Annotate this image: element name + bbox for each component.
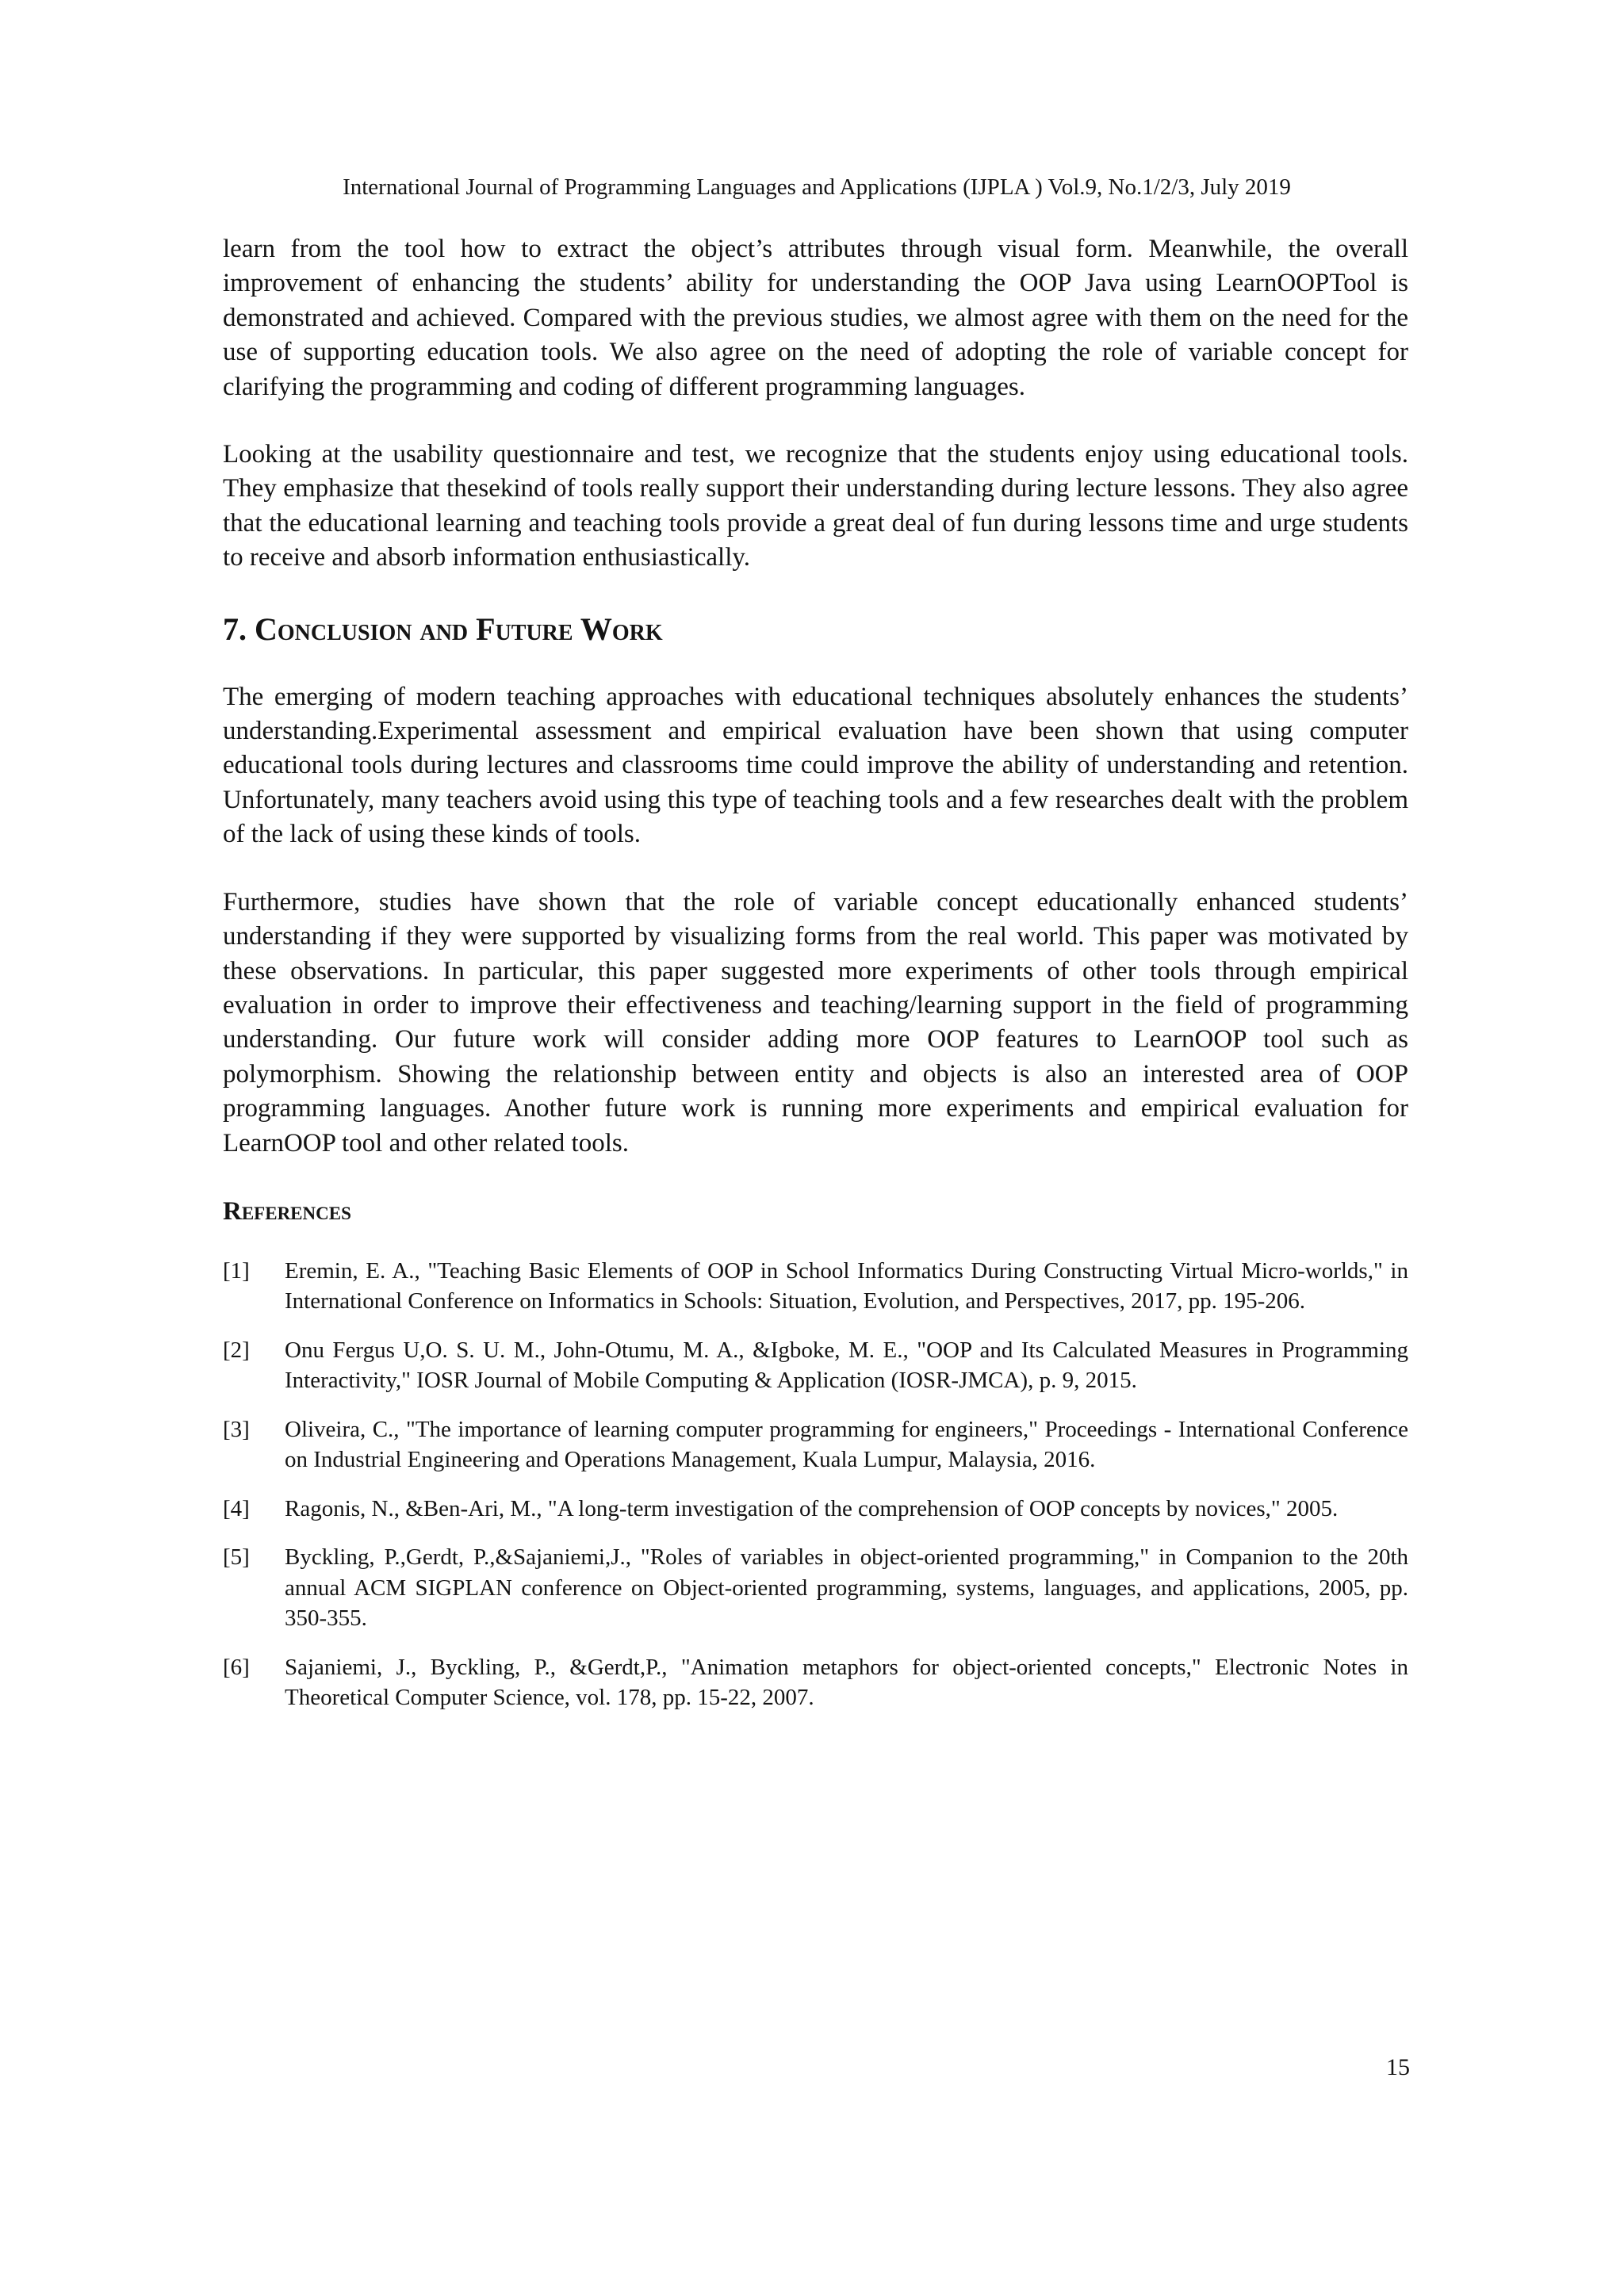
reference-text: Onu Fergus U,O. S. U. M., John-Otumu, M. A., &Igboke, M. E., "OOP and Its Calculated Measures in Programming Interactivity," IOSR Journal of Mobile Computing & Application (IOSR-JMCA), p. 9, 2015. xyxy=(285,1337,1408,1394)
reference-number: [6] xyxy=(223,1654,250,1680)
reference-text: Oliveira, C., "The importance of learning computer programming for engineers," Proceedings - International Conference on Industrial Engineering and Operations Management, Kuala Lumpur, Malaysia, 2016. xyxy=(285,1416,1408,1473)
reference-item xyxy=(223,1494,1408,1525)
reference-item xyxy=(223,1256,1408,1317)
page-content xyxy=(223,232,1408,1732)
reference-list xyxy=(223,1256,1408,1713)
reference-number: [4] xyxy=(223,1495,250,1521)
reference-item xyxy=(223,1335,1408,1396)
reference-item xyxy=(223,1542,1408,1634)
reference-number: [1] xyxy=(223,1257,250,1284)
running-header: International Journal of Programming Languages and Applications (IJPLA ) Vol.9, No.1/2/3, July 2019 xyxy=(343,174,1291,200)
reference-number: [3] xyxy=(223,1416,250,1442)
reference-number: [5] xyxy=(223,1544,250,1571)
section-heading-conclusion: 7. Conclusion and Future Work xyxy=(223,610,663,647)
body-paragraph-2: Looking at the usability questionnaire and test, we recognize that the students enjoy using educational tools. They emphasize that thesekind of tools really support their understanding during lecture lessons. They also agree that the educational learning and teaching tools provide a great deal of fun during lessons time and urge students to receive and absorb information enthusiastically. xyxy=(223,440,1408,572)
conclusion-paragraph-2: Furthermore, studies have shown that the role of variable concept educationally enhanced students’ understanding if they were supported by visualizing forms from the real world. This paper was motivated by these observations. In particular, this paper suggested more experiments of other tools through empirical evaluation in order to improve their effectiveness and teaching/learning support in the field of programming understanding. Our future work will consider adding more OOP features to LearnOOP tool such as polymorphism. Showing the relationship between entity and objects is also an interested area of OOP programming languages. Another future work is running more experiments and empirical evaluation for LearnOOP tool and other related tools. xyxy=(223,887,1408,1158)
reference-item xyxy=(223,1652,1408,1713)
reference-text: Sajaniemi, J., Byckling, P., &Gerdt,P., "Animation metaphors for object-oriented concepts," Electronic Notes in Theoretical Computer Science, vol. 178, pp. 15-22, 2007. xyxy=(285,1654,1408,1711)
reference-text: Byckling, P.,Gerdt, P.,&Sajaniemi,J., "Roles of variables in object-oriented programming," in Companion to the 20th annual ACM SIGPLAN conference on Object-oriented programming, systems, languages, and applications, 2005, pp. 350-355. xyxy=(285,1544,1408,1632)
reference-item xyxy=(223,1414,1408,1475)
reference-number: [2] xyxy=(223,1337,250,1363)
conclusion-paragraph-1: The emerging of modern teaching approaches with educational techniques absolutely enhances the students’ understanding.Experimental assessment and empirical evaluation have been shown that using computer educational tools during lectures and classrooms time could improve the ability of understanding and retention. Unfortunately, many teachers avoid using this type of teaching tools and a few researches dealt with the problem of the lack of using these kinds of tools. xyxy=(223,682,1408,849)
page-number: 15 xyxy=(1386,2054,1410,2080)
reference-text: Eremin, E. A., "Teaching Basic Elements of OOP in School Informatics During Constructing Virtual Micro-worlds," in International Conference on Informatics in Schools: Situation, Evolution, and Perspectives, 2017, pp. 195-206. xyxy=(285,1257,1408,1314)
references-heading: References xyxy=(223,1196,351,1226)
body-paragraph-1: learn from the tool how to extract the object’s attributes through visual form. Meanwhile, the overall improvement of enhancing the students’ ability for understanding the OOP Java using LearnOOPTool is demonstrated and achieved. Compared with the previous studies, we almost agree with them on the need for the use of supporting education tools. We also agree on the need of adopting the role of variable concept for clarifying the programming and coding of different programming languages. xyxy=(223,235,1408,401)
reference-text: Ragonis, N., &Ben-Ari, M., "A long-term investigation of the comprehension of OOP concepts by novices," 2005. xyxy=(285,1495,1339,1521)
